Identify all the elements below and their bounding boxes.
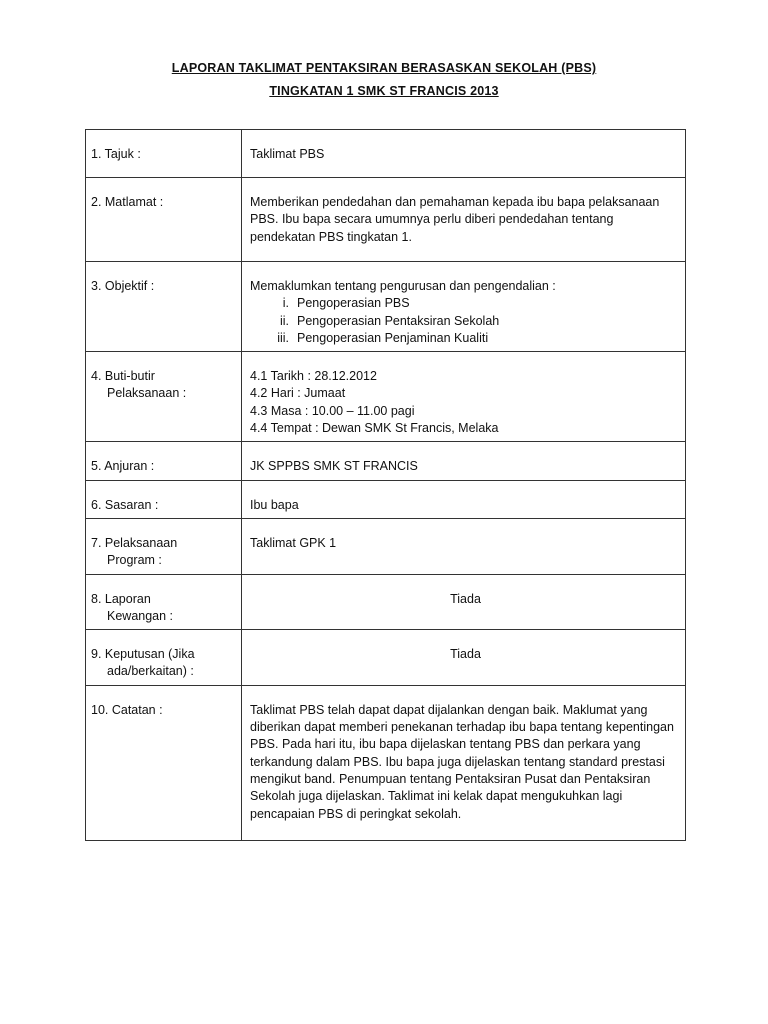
row-value [242, 352, 686, 442]
table-row [86, 178, 686, 262]
row-label: 6. Sasaran : [86, 480, 242, 518]
row-label-line: Pelaksanaan : [107, 386, 187, 401]
row-label-line: ada/berkaitan) : [107, 664, 194, 679]
row-label: 1. Tajuk : [86, 130, 242, 178]
row-value: Taklimat PBS telah dapat dapat dijalankan dengan baik. Maklumat yang diberikan dapat memberi penekanan terhadap ibu bapa tentang kepentingan PBS. Pada hari itu, ibu bapa dijelaskan tentang PBS dan perkara yang terkandung dalam PBS. Ibu bapa juga dijelaskan tentang standard prestasi mengikut band. Penumpuan tentang Pentaksiran Pusat dan Pentaksiran Sekolah juga dijelaskan. Taklimat ini kelak dapat mengukuhkan lagi pencapaian PBS di peringkat sekolah. [242, 685, 686, 840]
row-value: Ibu bapa [242, 480, 686, 518]
list-item [250, 313, 681, 330]
detail-line: 4.3 Masa : 10.00 – 11.00 pagi [250, 403, 415, 418]
table-row [86, 518, 686, 574]
objective-intro: Memaklumkan tentang pengurusan dan pengendalian : [250, 279, 556, 293]
table-row [86, 130, 686, 178]
row-value: Taklimat PBS [242, 130, 686, 178]
row-value: Tiada [242, 574, 686, 630]
row-label-line: 8. Laporan [91, 591, 151, 606]
list-item [250, 295, 681, 312]
row-label: 5. Anjuran : [86, 442, 242, 480]
table-row [86, 574, 686, 630]
table-row [86, 352, 686, 442]
row-label-line: 9. Keputusan (Jika [91, 647, 195, 662]
row-label-line: Kewangan : [107, 608, 174, 623]
list-item [250, 330, 681, 347]
table-row [86, 480, 686, 518]
row-label [86, 352, 242, 442]
objective-list [250, 295, 681, 347]
table-row [86, 685, 686, 840]
row-label-line: 4. Buti-butir [91, 369, 155, 384]
row-label [86, 574, 242, 630]
report-title: LAPORAN TAKLIMAT PENTAKSIRAN BERASASKAN SEKOLAH (PBS) [171, 61, 597, 75]
row-value: JK SPPBS SMK ST FRANCIS [242, 442, 686, 480]
row-label: 2. Matlamat : [86, 178, 242, 262]
list-item-text: Pengoperasian PBS [297, 296, 410, 311]
row-label-line: 7. Pelaksanaan [91, 535, 178, 550]
report-subtitle: TINGKATAN 1 SMK ST FRANCIS 2013 [269, 84, 499, 98]
row-value: Tiada [242, 630, 686, 686]
row-label [86, 518, 242, 574]
table-row [86, 262, 686, 352]
detail-line: 4.2 Hari : Jumaat [250, 386, 346, 401]
report-table [85, 129, 686, 841]
list-item-text: Pengoperasian Pentaksiran Sekolah [297, 313, 500, 328]
row-label [86, 630, 242, 686]
row-label-line: Program : [107, 553, 162, 568]
row-label: 10. Catatan : [86, 685, 242, 840]
table-row [86, 442, 686, 480]
row-label: 3. Objektif : [86, 262, 242, 352]
list-item-text: Pengoperasian Penjaminan Kualiti [297, 330, 489, 345]
detail-line: 4.1 Tarikh : 28.12.2012 [250, 369, 377, 384]
row-value: Taklimat GPK 1 [242, 518, 686, 574]
row-value: Memberikan pendedahan dan pemahaman kepada ibu bapa pelaksanaan PBS. Ibu bapa secara umumnya perlu diberi pendedahan tentang pendekatan PBS tingkatan 1. [242, 178, 686, 262]
list-item-number: i. [282, 296, 289, 311]
detail-line: 4.4 Tempat : Dewan SMK St Francis, Melaka [250, 421, 499, 436]
list-item-number: ii. [279, 313, 289, 328]
table-row [86, 630, 686, 686]
list-item-number: iii. [277, 330, 289, 345]
row-value [242, 262, 686, 352]
